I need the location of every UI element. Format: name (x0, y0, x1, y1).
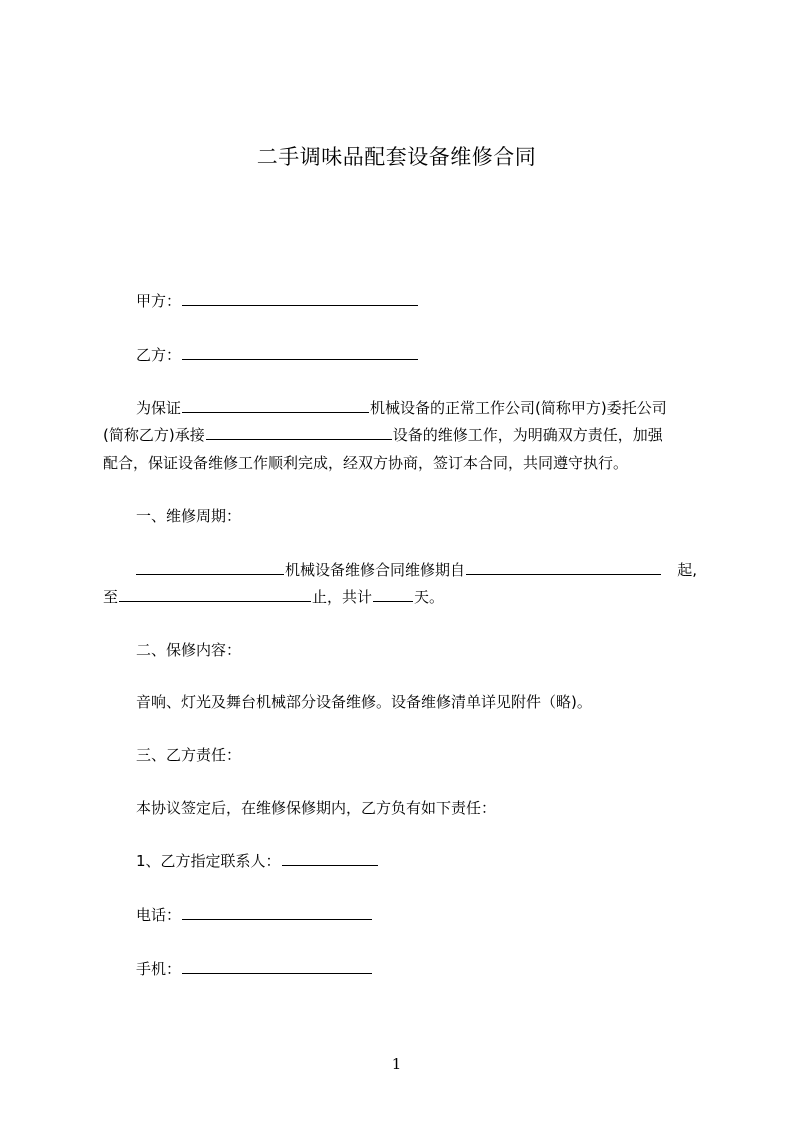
party-b-label: 乙方： (136, 346, 182, 364)
phone-blank (182, 905, 372, 920)
intro-line-2 (103, 425, 663, 445)
intro-line-1 (136, 398, 667, 418)
section-2-body: 音响、灯光及舞台机械部分设备维修。设备维修清单详见附件（略)。 (136, 693, 592, 711)
section-1-text: 天。 (414, 588, 445, 606)
mobile-blank (182, 959, 372, 974)
page-number: 1 (391, 1055, 402, 1073)
intro-text: 设备的维修工作，为明确双方责任，加强 (392, 426, 663, 444)
party-b-line (136, 345, 419, 365)
section-2-heading: 二、保修内容： (136, 641, 242, 659)
intro-text: 机械设备的正常工作公司(简称甲方)委托公司 (370, 399, 667, 417)
intro-text: 配合，保证设备维修工作顺利完成，经双方协商，签订本合同，共同遵守执行。 (103, 454, 629, 472)
end-date-blank (119, 587, 311, 602)
intro-text: (简称乙方)承接 (103, 426, 205, 444)
section-1-line-2 (103, 587, 444, 607)
mobile-line (136, 959, 373, 979)
section-1-text: 起, (677, 561, 697, 579)
section-1-text: 机械设备维修合同维修期自 (285, 561, 466, 579)
phone-line (136, 905, 373, 925)
contact-person-label: 1、乙方指定联系人： (136, 852, 281, 870)
party-b-blank (182, 345, 418, 360)
section-1-heading: 一、维修周期： (136, 507, 242, 525)
contact-person-line (136, 851, 379, 871)
section-1-line-1 (103, 560, 697, 580)
phone-label: 电话： (136, 906, 182, 924)
days-blank (373, 587, 413, 602)
intro-text: 为保证 (136, 399, 182, 417)
equipment-blank (136, 560, 284, 575)
section-3-body: 本协议签定后，在维修保修期内，乙方负有如下责任： (136, 799, 497, 817)
equipment-blank (182, 398, 369, 413)
start-date-blank (466, 560, 661, 575)
section-1-text: 止，共计 (312, 588, 373, 606)
party-a-blank (182, 291, 418, 306)
contact-person-blank (282, 851, 378, 866)
party-a-line (136, 291, 419, 311)
document-title: 二手调味品配套设备维修合同 (256, 145, 537, 169)
intro-line-3 (103, 453, 628, 473)
mobile-label: 手机： (136, 960, 182, 978)
equipment-blank (206, 425, 392, 440)
section-1-text: 至 (103, 588, 119, 606)
party-a-label: 甲方： (136, 292, 182, 310)
section-3-heading: 三、乙方责任： (136, 746, 242, 764)
